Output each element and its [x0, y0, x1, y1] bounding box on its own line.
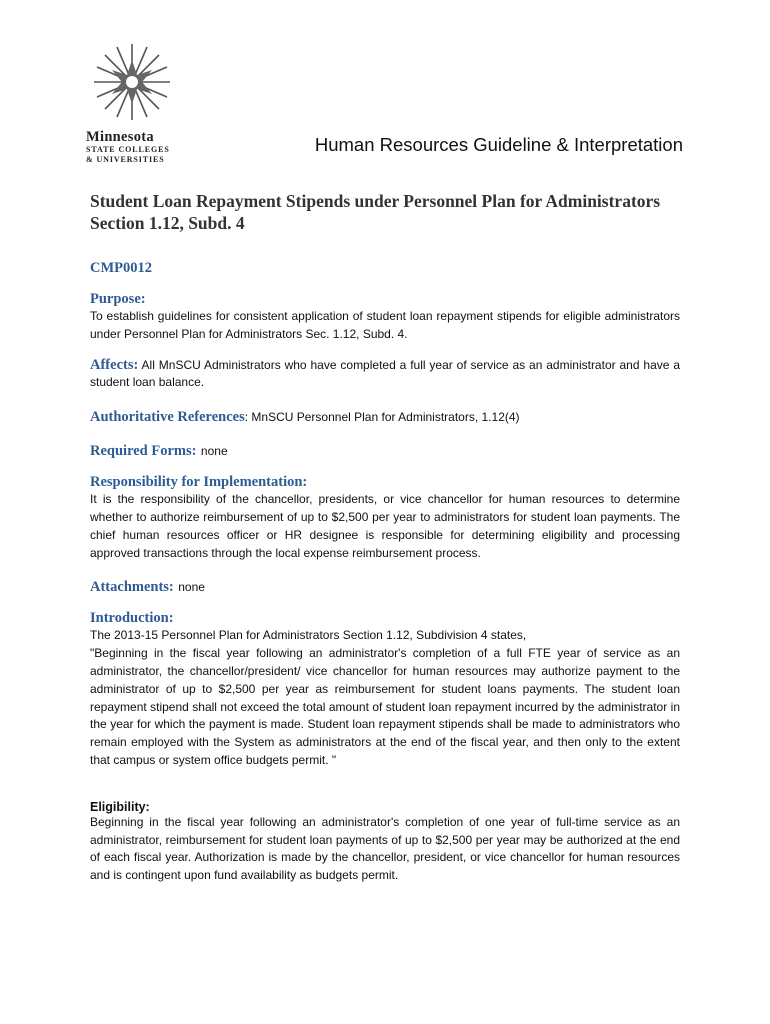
org-subtitle-1: STATE COLLEGES	[86, 145, 170, 154]
document-body	[90, 190, 680, 885]
eligibility-heading: Eligibility:	[90, 799, 150, 814]
attachments-section	[90, 578, 680, 596]
responsibility-heading: Responsibility for Implementation:	[90, 474, 308, 491]
introduction-heading: Introduction:	[90, 610, 174, 627]
purpose-heading: Purpose:	[90, 291, 146, 307]
responsibility-text: It is the responsibility of the chancellor, presidents, or vice chancellor for human resources to determine whether to authorize reimbursement of up to $2,500 per year to administrators for student loan payments. The chief human resources officer or HR designee is responsible for determining eligibility and processing approved transactions through the local expense reimbursement process.	[90, 492, 680, 560]
references-text: : MnSCU Personnel Plan for Administrators, 1.12(4)	[244, 410, 520, 425]
forms-text: none	[200, 444, 228, 459]
document-title	[90, 190, 680, 234]
title-line-1: Student Loan Repayment Stipends under Personnel Plan for Administrators	[90, 191, 661, 211]
policy-code: CMP0012	[90, 260, 153, 276]
purpose-text: To establish guidelines for consistent application of student loan repayment stipends for eligible administrators under Personnel Plan for Administrators Sec. 1.12, Subd. 4.	[90, 309, 680, 341]
references-heading: Authoritative References	[90, 409, 245, 426]
organization-logo	[86, 42, 182, 174]
star-emblem-icon	[92, 42, 172, 122]
title-line-2: Section 1.12, Subd. 4	[90, 213, 245, 233]
org-subtitle-2: & UNIVERSITIES	[86, 155, 165, 164]
eligibility-text: Beginning in the fiscal year following an administrator's completion of one year of full-time service as an administrator, reimbursement for student loan payments of up to $2,500 per year may be authorized at the end of each fiscal year. Authorization is made by the chancellor, president, or vice chancellor for human resources and is contingent upon fund availability as budgets permit.	[90, 814, 680, 883]
org-name: Minnesota	[86, 129, 154, 145]
eligibility-section	[90, 800, 680, 885]
forms-heading: Required Forms:	[90, 443, 197, 460]
affects-text: All MnSCU Administrators who have completed a full year of service as an administrator and have a student loan balance.	[90, 357, 680, 390]
attachments-text: none	[178, 580, 205, 595]
responsibility-section	[90, 474, 680, 562]
references-section	[90, 408, 680, 426]
introduction-quote: "Beginning in the fiscal year following an administrator's completion of a full FTE year of service as an administrator, the chancellor/president/ vice chancellor for human resources may authorize payment to the administrator of up to $2,500 per year as reimbursement for student loans payments. The student loan repayment stipend shall not exceed the total amount of student loan repayment incurred by the administrator in the year for which the payment is made. Student loan repayment stipends shall be made to administrators who remain employed with the System as administrators at the end of the fiscal year, and then only to the extent that campus or system office budgets permit. "	[90, 646, 680, 767]
introduction-lead: The 2013-15 Personnel Plan for Administrators Section 1.12, Subdivision 4 states,	[90, 628, 527, 643]
affects-section	[90, 357, 680, 393]
introduction-section	[90, 610, 680, 769]
forms-section	[90, 442, 680, 460]
purpose-section	[90, 291, 680, 344]
organization-name-block	[86, 130, 182, 165]
affects-heading: Affects:	[90, 356, 139, 373]
attachments-heading: Attachments:	[90, 579, 174, 596]
document-type-heading: Human Resources Guideline & Interpretation	[314, 134, 683, 155]
